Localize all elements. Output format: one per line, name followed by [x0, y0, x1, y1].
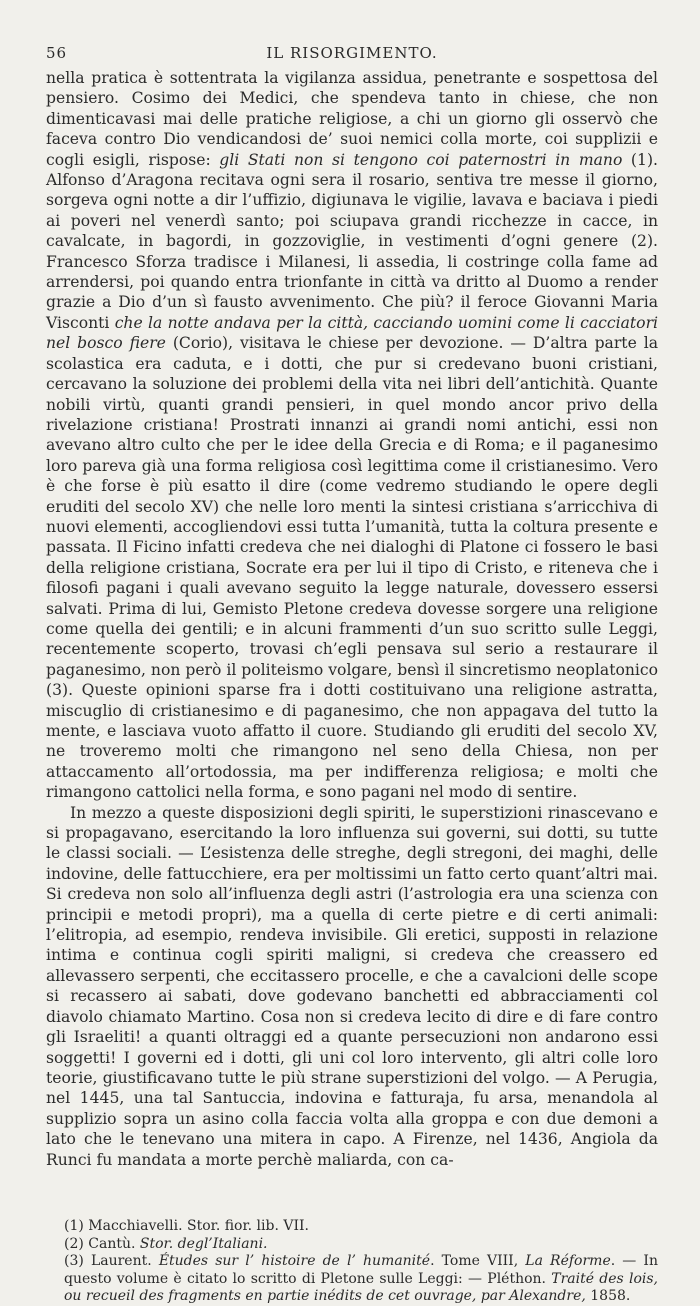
footnote-3-part-2: . Tome VIII,: [430, 1253, 526, 1270]
footnote-3-part-3: . — In questo volume è citato lo scritto di Pletone sulle Leggi: — Pléthon.: [64, 1253, 658, 1287]
page-number: 56: [46, 44, 68, 62]
footnote-3-year: 1858.: [585, 1288, 631, 1305]
page: [46, 44, 658, 1306]
footnote-3-title-3: Traité des lois, ou recueil des fragments en partie inédits de cet ouvrage, par Alexandre,: [64, 1270, 658, 1305]
footnote-1: (1) Macchiavelli. Stor. fior. lib. VII.: [64, 1217, 309, 1234]
paragraph-1-part-2: (1). Alfonso d’Aragona recitava ogni sera il rosario, sentiva tre messe il giorno, sorgeva ogni notte a dir l’uffizio, digiunava le vigilie, lavava e baciava i piedi ai poveri nel venerdì santo; poi sciupava grandi ricchezze in cacce, in cavalcate, in bagordi, in gozzoviglie, in vestimenti d’ogni genere (2). Francesco Sforza tradisce i Milanesi, li assedia, li costringe colla fame ad arrendersi, poi quando entra trionfante in città va dritto al Duomo a render grazie a Dio d’un sì fausto avvenimento. Che più? il feroce Giovanni Maria Visconti: [46, 150, 658, 332]
corio-quote: che la notte andava per la città, cacciando uomini come li cacciatori nel bosco fiere: [46, 313, 659, 353]
footnote-3-title-2: La Réforme: [525, 1253, 611, 1270]
paragraph-1-part-3: (Corio), visitava le chiese per devozione. — D’altra parte la scolastica era caduta, e i dotti, che pur si credevano buoni cristiani, cercavano la soluzione dei problemi della vita nei libri dell’antichità. Quante nobili virtù, quanti grandi pensieri, in quel mondo ancor privo della rivelazione cristiana! Prostrati innanzi ai grandi nomi antichi, essi non avevano altro culto che per le idee della Grecia e di Roma; e il paganesimo loro pareva già una forma religiosa così legittima come il cristianesimo. Vero è che forse è più esatto il dire (come vedremo studiando le opere degli eruditi del secolo XV) che nelle loro menti la sintesi cristiana s’arricchiva di nuovi elementi, accogliendovi essi tutta l’umanità, tutta la coltura presente e passata. Il Ficino infatti credeva che nei dialoghi di Platone ci fossero le basi della religione cristiana, Socrate era per lui il tipo di Cristo, e riteneva che i filosofi pagani i quali avevano seguito la legge naturale, dovessero essersi salvati. Prima di lui, Gemisto Pletone credeva dovesse sorgere una religione come quella dei gentili; e in alcuni frammenti d’un suo scritto sulle Leggi, recentemente scoperto, trovasi ch’egli pensava sul serio a restaurare il paganesimo, non però il politeismo volgare, bensì il sincretismo neoplatonico (3). Queste opinioni sparse fra i dotti costituivano una religione astratta, miscuglio di cristianesimo e di paganesimo, che non appagava del tutto la mente, e lasciava vuoto affatto il cuore. Studiando gli eruditi del secolo XV, ne troveremo molti che rimangono nel seno della Chiesa, non per attaccamento all’ortodossia, ma per indifferenza religiosa; e molti che rimangono cattolici nella forma, e sono pagani nel modo di sentire.: [46, 334, 659, 802]
footnotes: [46, 1218, 658, 1306]
running-head: [46, 44, 658, 66]
footnote-2-author: (2) Cantù.: [64, 1235, 140, 1252]
footnote-2: [64, 1236, 658, 1254]
paragraph-2: In mezzo a queste disposizioni degli spiriti, le superstizioni rinascevano e si propagavano, esercitando la loro influenza sui governi, sui dotti, su tutte le classi sociali. — L’esistenza delle streghe, degli stregoni, dei maghi, delle indovine, delle fattucchiere, era per moltissimi un fatto certo quant’altri mai. Si credeva non solo all’influenza degli astri (l’astrologia era una scienza con principii e metodi propri), ma a quella di certe pietre e di certi animali: l’elitropia, ad esempio, rendeva invisibile. Gli eretici, supposti in relazione intima e continua cogli spiriti maligni, si credeva che creassero ed allevassero serpenti, che eccitassero procelle, e che a cavalcioni delle scope si recassero ai sabati, dove godevano banchetti ed abbracciamenti col diavolo chiamato Martino. Cosa non si credeva lecito di dire e di fare contro gli Israeliti! a quanti oltraggi ed a quante persecuzioni non andarono essi soggetti! I governi ed i dotti, gli uni col loro intervento, gli altri colle loro teorie, giustificavano tutte le più strane superstizioni del volgo. — A Perugia, nel 1445, una tal Santuccia, indovina e fatturaja, fu arsa, menandola al supplizio sopra un asino colla faccia volta alla groppa e con due demoni a lato che le tenevano una mitera in capo. A Firenze, nel 1436, Angiola da Runci fu mandata a morte perchè maliarda, con ca-: [46, 803, 658, 1169]
body-text: [46, 68, 658, 1170]
footnote-3-title-1: Études sur l’ histoire de l’ humanité: [158, 1253, 431, 1270]
paragraph-1-part-1: nella pratica è sottentrata la vigilanza assidua, penetrante e sospettosa del pensiero. Cosimo dei Medici, che spendeva tanto in chiese, che non dimenticavasi mai delle pratiche religiose, a chi un giorno gli osservò che faceva contro Dio vendicandosi de’ suoi nemici colla morte, coi supplizii e cogli esigli, rispose:: [46, 69, 658, 169]
machiavelli-quote: gli Stati non si tengono coi paternostri in mano: [219, 150, 623, 169]
running-title: IL RISORGIMENTO.: [266, 44, 438, 62]
paragraph-1: [46, 68, 658, 803]
footnote-3-author: (3) Laurent.: [64, 1253, 159, 1270]
footnote-2-title: Stor. degl’Italiani.: [139, 1235, 268, 1252]
footnote-3: [64, 1253, 658, 1306]
